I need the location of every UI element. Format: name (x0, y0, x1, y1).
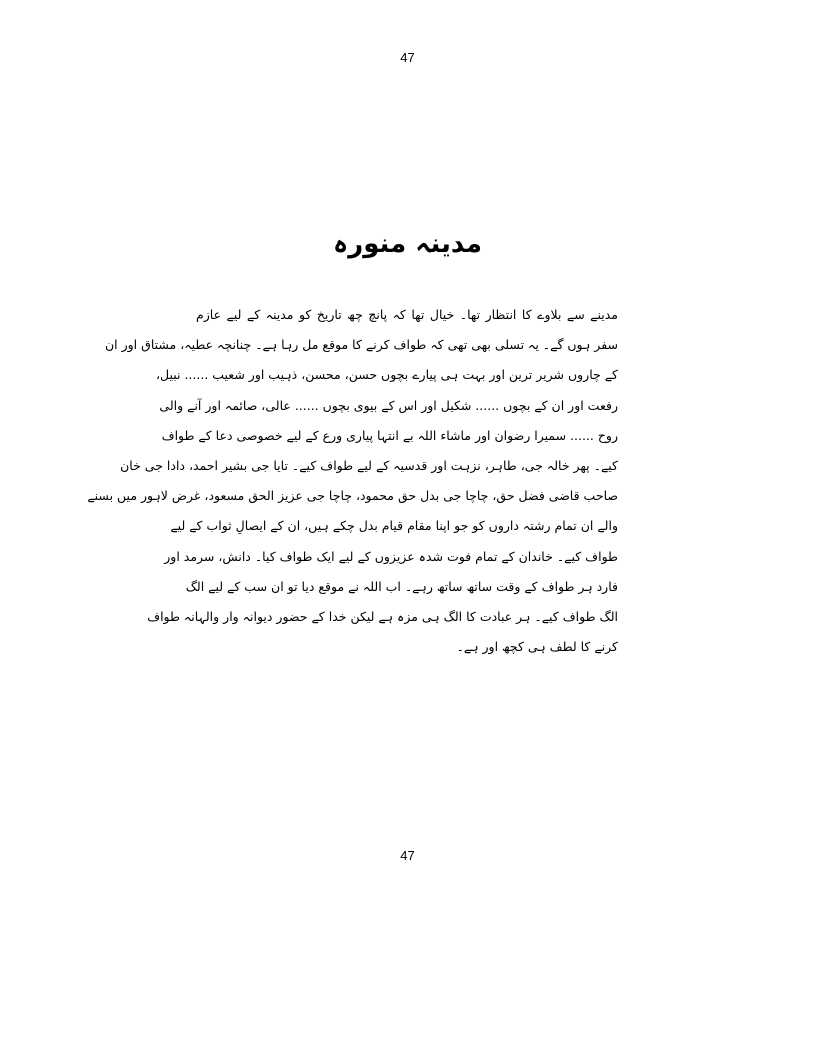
paragraph-line: طواف کیے۔ خاندان کے تمام فوت شدہ عزیزوں کے لیے ایک طواف کیا۔ دانش، سرمد اور (164, 548, 618, 564)
paragraph-line: کیے۔ پھر خالہ جی، طاہر، نزہت اور قدسیہ کے لیے طواف کیے۔ تایا جی بشیر احمد، دادا جی خان (120, 457, 618, 473)
paragraph-line: کے چاروں شریر ترین اور بہت ہی پیارے بچوں حسن، محسن، ذہیب اور شعیب ...... نبیل، (155, 367, 618, 383)
page-number-bottom: 47 (400, 848, 415, 863)
chapter-title: مدینہ منورہ (333, 229, 482, 259)
paragraph-line: صاحب قاضی فضل حق، چاچا جی بدل حق محمود، چاچا جی عزیز الحق مسعود، غرض لاہور میں بسنے (87, 488, 618, 504)
paragraph-line: مدینے سے بلاوے کا انتظار تھا۔ خیال تھا کہ پانچ چھ تاریخ کو مدینہ کے لیے عازم (196, 307, 618, 322)
paragraph-line: رفعت اور ان کے بچوں ...... شکیل اور اس کے بیوی بچوں ...... عالی، صائمہ اور آنے والی (159, 397, 618, 413)
page-number-top: 47 (400, 50, 415, 65)
paragraph-line: فارد ہر طواف کے وقت ساتھ ساتھ رہے۔ اب اللہ نے موقع دیا تو ان سب کے لیے الگ (185, 578, 618, 594)
paragraph-line: کرنے کا لطف ہی کچھ اور ہے۔ (456, 639, 618, 655)
paragraph-line: الگ طواف کیے۔ ہر عبادت کا الگ ہی مزہ ہے لیکن خدا کے حضور دیوانہ وار والہانہ طواف (147, 608, 618, 624)
paragraph-line: روح ...... سمیرا رضوان اور ماشاء اللہ بے انتہا پیاری ورع کے لیے خصوصی دعا کے طواف (161, 427, 618, 443)
paragraph-line: والے ان تمام رشتہ داروں کو جو اپنا مقام قیام بدل چکے ہیں، ان کے ایصالِ ثواب کے لیے (170, 518, 618, 534)
body-paragraph (87, 300, 618, 662)
paragraph-line: سفر ہوں گے۔ یہ تسلی بھی تھی کہ طواف کرنے کا موقع مل رہا ہے۔ چنانچہ عطیہ، مشتاق اور ان (104, 337, 618, 353)
